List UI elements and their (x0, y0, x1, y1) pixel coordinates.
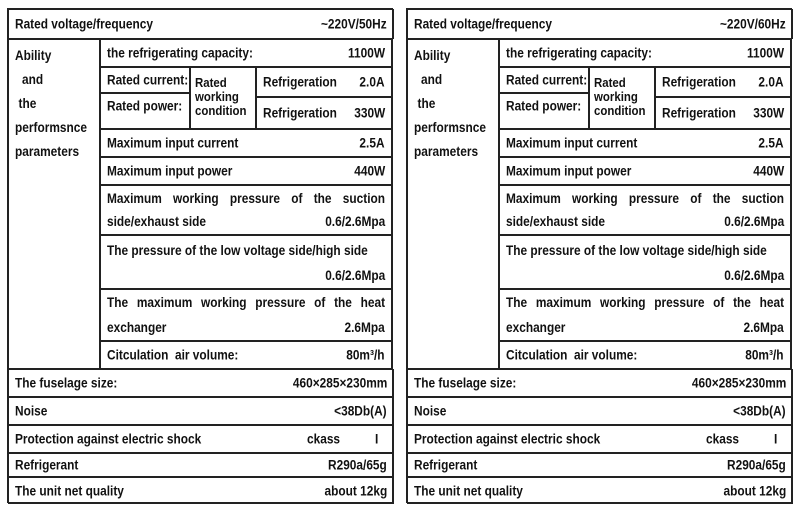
spec-table-60hz (406, 8, 792, 503)
fuselage-row: The fuselage size: 460×285×230mm (8, 369, 394, 397)
ability-label: Ability and the performsnce parameters (414, 48, 486, 159)
refrig-power-cell: Refrigeration 330W (256, 97, 392, 129)
net-quality-row: The unit net quality about 12kg (407, 477, 793, 504)
header-value: ~220V/60Hz (720, 16, 786, 32)
header-label: Rated voltage/frequency (15, 16, 153, 32)
spec-table-50hz (7, 8, 393, 503)
refrig-current-cell: Refrigeration 2.0A (256, 67, 392, 97)
low-high-pressure-row: The pressure of the low voltage side/high side 0.6/2.6Mpa (499, 235, 791, 289)
fuselage-row: The fuselage size: 460×285×230mm (407, 369, 793, 397)
heat-line1: The maximum working pressure of the heat (506, 295, 785, 310)
ability-cell (8, 39, 100, 369)
heat-line1: The maximum working pressure of the heat (107, 295, 386, 310)
heat-exchanger-row: The maximum working pressure of the heat exchanger 2.6Mpa (100, 289, 392, 341)
rated-power-cell: Rated power: (499, 93, 589, 129)
shock-row: Protection against electric shock ckass I (8, 425, 394, 453)
heat-exchanger-row: The maximum working pressure of the heat exchanger 2.6Mpa (499, 289, 791, 341)
rated-power-cell: Rated power: (100, 93, 190, 129)
noise-row: Noise <38Db(A) (407, 397, 793, 425)
working-condition-cell: Rated working condition (589, 67, 655, 129)
noise-row: Noise <38Db(A) (8, 397, 394, 425)
refrig-power-cell: Refrigeration 330W (655, 97, 791, 129)
header-row (8, 9, 394, 39)
refrig-current-cell: Refrigeration 2.0A (655, 67, 791, 97)
suction-row: Maximum working pressure of the suction side/exhaust side 0.6/2.6Mpa (100, 185, 392, 235)
suction-line1: Maximum working pressure of the suction (506, 191, 785, 206)
shock-row: Protection against electric shock ckass I (407, 425, 793, 453)
header-value: ~220V/50Hz (321, 16, 387, 32)
max-current-row: Maximum input current 2.5A (100, 129, 392, 157)
working-condition-cell: Rated working condition (190, 67, 256, 129)
net-quality-row: The unit net quality about 12kg (8, 477, 394, 504)
suction-row: Maximum working pressure of the suction side/exhaust side 0.6/2.6Mpa (499, 185, 791, 235)
ability-label: Ability and the performsnce parameters (15, 48, 87, 159)
suction-line1: Maximum working pressure of the suction (107, 191, 386, 206)
capacity-row: the refrigerating capacity: 1100W (499, 39, 791, 67)
capacity-row: the refrigerating capacity: 1100W (100, 39, 392, 67)
rated-current-cell: Rated current: (100, 67, 190, 93)
max-power-row: Maximum input power 440W (100, 157, 392, 185)
max-power-row: Maximum input power 440W (499, 157, 791, 185)
air-volume-row: Citculation air volume: 80m³/h (499, 341, 791, 369)
ability-cell (407, 39, 499, 369)
low-high-pressure-row: The pressure of the low voltage side/high side 0.6/2.6Mpa (100, 235, 392, 289)
air-volume-row: Citculation air volume: 80m³/h (100, 341, 392, 369)
header-row (407, 9, 793, 39)
rated-current-cell: Rated current: (499, 67, 589, 93)
max-current-row: Maximum input current 2.5A (499, 129, 791, 157)
refrigerant-row: Refrigerant R290a/65g (8, 453, 394, 477)
header-label: Rated voltage/frequency (414, 16, 552, 32)
refrigerant-row: Refrigerant R290a/65g (407, 453, 793, 477)
